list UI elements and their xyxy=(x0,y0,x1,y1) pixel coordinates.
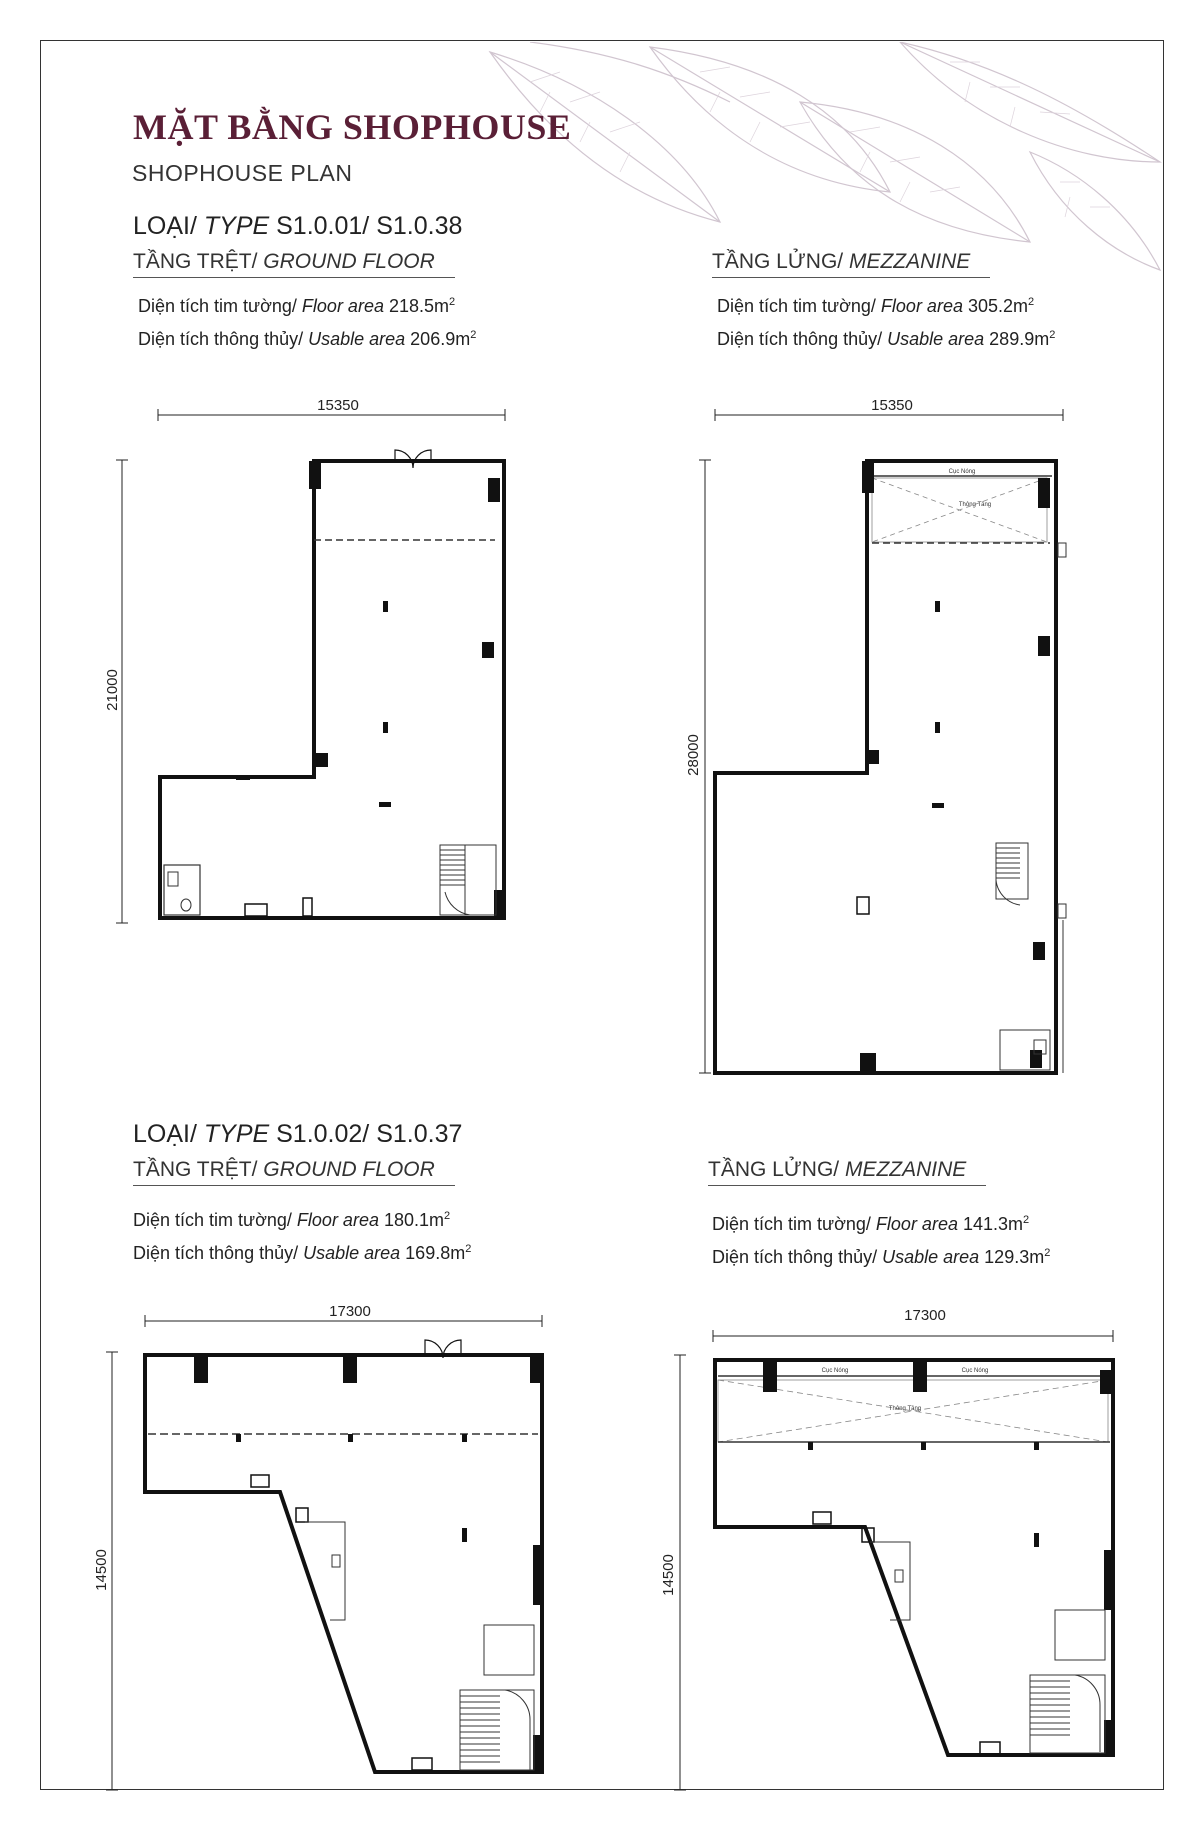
ground-area-info-1: Diện tích tim tường/ Floor area $218.5m^2$ Diện tích thông thủy/ Usable area $206.9m^2$ xyxy=(138,296,477,349)
mezzanine-area-info-1: Diện tích tim tường/ Floor area $305.2m^2$ Diện tích thông thủy/ Usable area $289.9m^2$ xyxy=(717,296,1056,349)
page-title: MẶT BẰNG SHOPHOUSE xyxy=(133,107,572,147)
mezzanine-label-1: TẦNG LỬNG/ MEZZANINE xyxy=(712,250,970,278)
page-subtitle: SHOPHOUSE PLAN xyxy=(132,160,353,186)
mezzanine-label-2: TẦNG LỬNG/ MEZZANINE xyxy=(708,1158,966,1186)
mezzanine-area-info-2: Diện tích tim tường/ Floor area $141.3m^2$ Diện tích thông thủy/ Usable area $129.3m^2$ xyxy=(712,1214,1051,1267)
dim-height-4: 14500 xyxy=(660,1554,677,1596)
type-heading-1: LOẠI/ TYPE S1.0.01/ S1.0.38 xyxy=(133,212,463,240)
plan-ground-2 xyxy=(93,1303,542,1790)
dim-width-1: 15350 xyxy=(317,397,359,414)
dim-width-2: 15350 xyxy=(871,397,913,414)
ground-area-info-2: Diện tích tim tường/ Floor area $180.1m^2$ Diện tích thông thủy/ Usable area $169.8m^2$ xyxy=(133,1210,472,1263)
dim-height-3: 14500 xyxy=(93,1549,110,1591)
void-label-1: Thông Tầng xyxy=(958,502,992,508)
dim-width-3: 17300 xyxy=(329,1303,371,1320)
void-label-2: Thông Tầng xyxy=(888,1406,922,1412)
ledge-label-3: Cục Nóng xyxy=(961,1368,989,1374)
ledge-label-1: Cục Nóng xyxy=(948,469,976,475)
dim-height-2: 28000 xyxy=(685,734,702,776)
type-heading-2: LOẠI/ TYPE S1.0.02/ S1.0.37 xyxy=(133,1120,463,1148)
ledge-label-2: Cục Nóng xyxy=(821,1368,849,1374)
plan-ground-1 xyxy=(104,397,505,923)
ground-floor-label-2: TẦNG TRỆT/ GROUND FLOOR xyxy=(133,1158,435,1186)
ground-floor-label-1: TẦNG TRỆT/ GROUND FLOOR xyxy=(133,250,435,278)
plan-mezzanine-2 xyxy=(660,1307,1113,1790)
dim-height-1: 21000 xyxy=(104,669,121,711)
plan-mezzanine-1 xyxy=(685,397,1066,1073)
dim-width-4: 17300 xyxy=(904,1307,946,1324)
